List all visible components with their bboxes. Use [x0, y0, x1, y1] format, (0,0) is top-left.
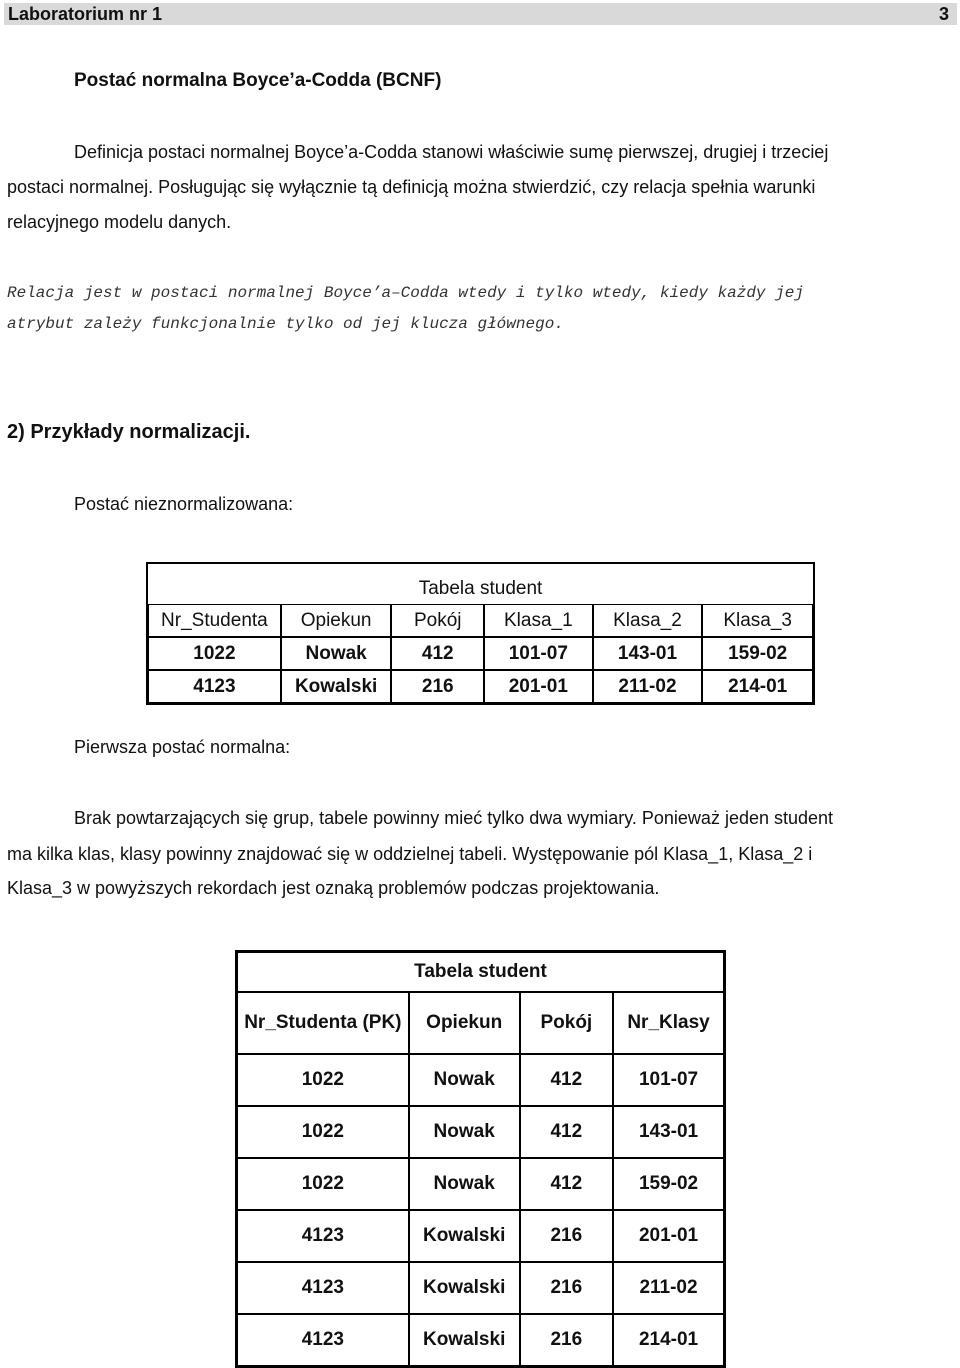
first-nf-table	[235, 950, 726, 1368]
table-cell: 1022	[237, 1054, 409, 1106]
table-cell: 216	[520, 1262, 613, 1314]
table2-header-cell: Nr_Studenta (PK)	[237, 992, 409, 1054]
bcnf-paragraph-line-1: Definicja postaci normalnej Boyce’a-Codda stanowi właściwie sumę pierwszej, drugiej i trzeciej	[74, 142, 829, 162]
page-header	[4, 3, 957, 25]
table1-caption: Tabela student	[418, 578, 543, 599]
table-cell: 214-01	[702, 670, 813, 703]
table-cell: 216	[520, 1210, 613, 1262]
table2-header-cell: Nr_Klasy	[613, 992, 724, 1054]
table-row	[237, 1314, 724, 1366]
table-cell: 159-02	[613, 1158, 724, 1210]
table-cell: Nowak	[281, 637, 392, 670]
first-nf-heading: Pierwsza postać normalna:	[74, 737, 291, 757]
table1-header-cell: Pokój	[391, 604, 484, 637]
bcnf-definition-line-2: atrybut zależy funkcjonalnie tylko od jej klucza głównego.	[7, 315, 564, 333]
table-cell: 412	[391, 637, 484, 670]
table-cell: 412	[520, 1106, 613, 1158]
table-row	[237, 1106, 724, 1158]
table-cell: 211-02	[593, 670, 703, 703]
bcnf-paragraph-line-3: relacyjnego modelu danych.	[7, 212, 232, 232]
table-cell: 1022	[237, 1158, 409, 1210]
table-cell: 159-02	[702, 637, 813, 670]
first-nf-line-2: ma kilka klas, klasy powinny znajdować się w oddzielnej tabeli. Występowanie pól Klasa_1, Klasa_2 i	[7, 844, 813, 864]
table-cell: 1022	[237, 1106, 409, 1158]
lab-title: Laboratorium nr 1	[8, 4, 163, 24]
table-row	[237, 1210, 724, 1262]
table-cell: 101-07	[484, 637, 593, 670]
table-cell: Nowak	[409, 1158, 520, 1210]
table-cell: 412	[520, 1054, 613, 1106]
unnormalized-heading: Postać nieznormalizowana:	[74, 494, 294, 514]
table1-header-cell: Klasa_3	[702, 604, 813, 637]
table-cell: 201-01	[613, 1210, 724, 1262]
table1-header-cell: Klasa_1	[484, 604, 593, 637]
table-cell: 4123	[237, 1210, 409, 1262]
table-cell: Kowalski	[409, 1314, 520, 1366]
table-cell: 214-01	[613, 1314, 724, 1366]
table1-header-cell: Opiekun	[281, 604, 392, 637]
table1-header-cell: Klasa_2	[593, 604, 703, 637]
table-cell: 4123	[237, 1262, 409, 1314]
table-row	[237, 1262, 724, 1314]
table-cell: 4123	[148, 670, 281, 703]
table2-header-cell: Opiekun	[409, 992, 520, 1054]
page-number: 3	[938, 4, 949, 24]
first-nf-line-3: Klasa_3 w powyższych rekordach jest oznaką problemów podczas projektowania.	[7, 878, 660, 898]
table-cell: 412	[520, 1158, 613, 1210]
table-row	[148, 637, 813, 670]
bcnf-heading: Postać normalna Boyce’a-Codda (BCNF)	[74, 70, 442, 91]
table1-header-cell: Nr_Studenta	[148, 604, 281, 637]
bcnf-definition-line-1: Relacja jest w postaci normalnej Boyce’a–Codda wtedy i tylko wtedy, kiedy każdy jej	[7, 284, 804, 302]
table-cell: 211-02	[613, 1262, 724, 1314]
table-cell: 143-01	[593, 637, 703, 670]
table-cell: 216	[391, 670, 484, 703]
table-row	[148, 670, 813, 703]
table-cell: 101-07	[613, 1054, 724, 1106]
table-row	[237, 1054, 724, 1106]
table-row	[237, 1158, 724, 1210]
table2-caption: Tabela student	[237, 952, 724, 992]
table-cell: 216	[520, 1314, 613, 1366]
table-cell: Kowalski	[409, 1262, 520, 1314]
examples-heading: 2) Przykłady normalizacji.	[7, 421, 251, 443]
table-cell: Nowak	[409, 1054, 520, 1106]
table-cell: Kowalski	[281, 670, 392, 703]
bcnf-paragraph-line-2: postaci normalnej. Posługując się wyłącznie tą definicją można stwierdzić, czy relacja spełnia warunki	[7, 177, 816, 197]
table-cell: Kowalski	[409, 1210, 520, 1262]
first-nf-line-1: Brak powtarzających się grup, tabele powinny mieć tylko dwa wymiary. Ponieważ jeden student	[74, 808, 834, 828]
table-cell: 4123	[237, 1314, 409, 1366]
table-cell: 143-01	[613, 1106, 724, 1158]
table2-header-cell: Pokój	[520, 992, 613, 1054]
unnormalized-table	[146, 562, 815, 705]
table-cell: 201-01	[484, 670, 593, 703]
table-cell: 1022	[148, 637, 281, 670]
table-cell: Nowak	[409, 1106, 520, 1158]
